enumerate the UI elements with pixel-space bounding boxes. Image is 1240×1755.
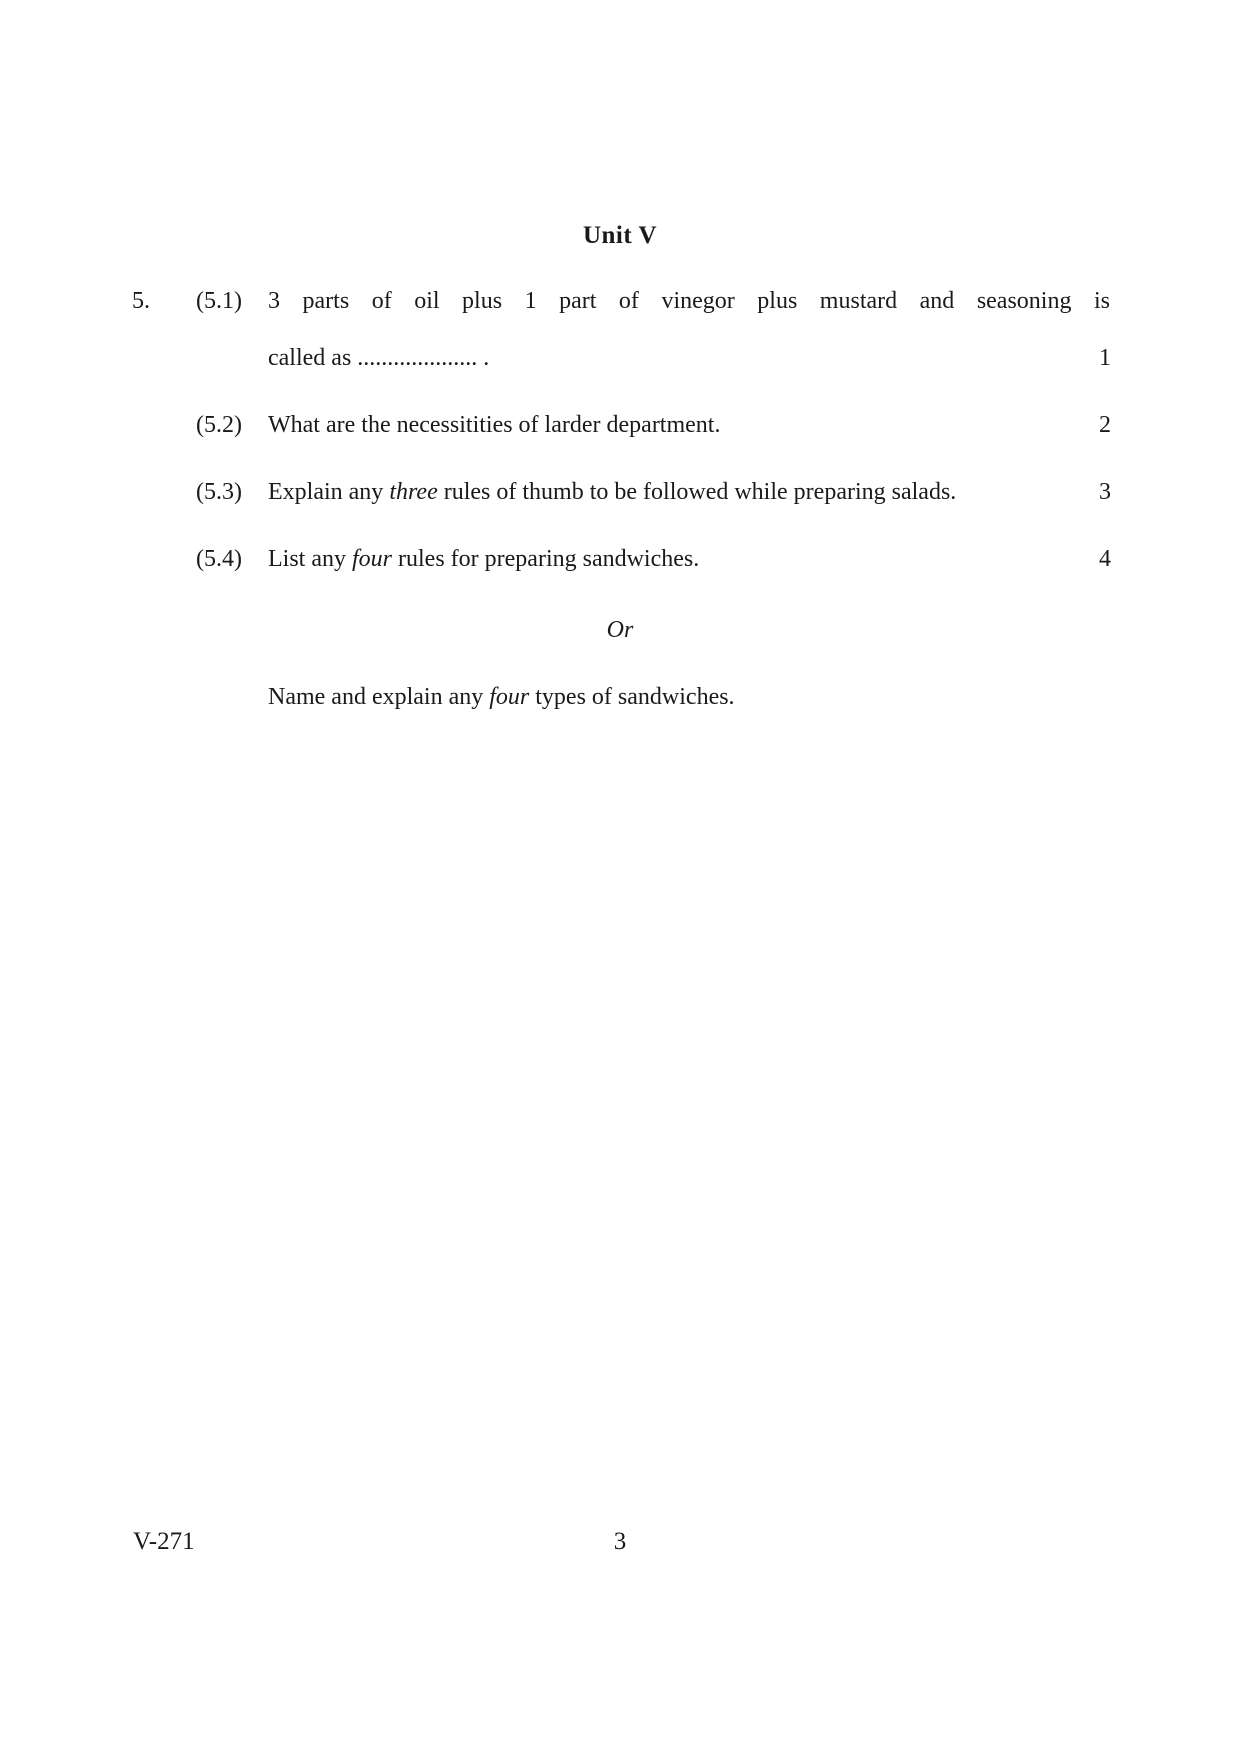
subquestion-text-5-4 [268, 546, 699, 573]
emphasis-word: four [352, 546, 393, 572]
text-segment: Name and explain any [268, 684, 490, 710]
subquestion-text-5-3 [268, 479, 956, 506]
text-segment: rules of thumb to be followed while preparing salads. [437, 479, 957, 505]
marks-5-2: 2 [1099, 412, 1111, 438]
question-number: 5. [132, 288, 150, 314]
subquestion-text-5-1-line1: 3 parts of oil plus 1 part of vinegor plus mustard and seasoning is [268, 288, 1110, 314]
unit-heading: Unit V [582, 222, 658, 249]
alternative-question-text [268, 684, 735, 711]
subquestion-label-5-3: (5.3) [196, 479, 242, 505]
or-separator: Or [606, 617, 634, 643]
subquestion-text-5-2: What are the necessitities of larder department. [268, 412, 721, 438]
marks-5-4: 4 [1099, 546, 1111, 572]
subquestion-label-5-2: (5.2) [196, 412, 242, 438]
subquestion-label-5-4: (5.4) [196, 546, 242, 572]
paper-code: V-271 [133, 1528, 195, 1555]
marks-5-3: 3 [1099, 479, 1111, 505]
page-number: 3 [613, 1528, 627, 1555]
subquestion-text-5-1-line2: called as .................... . [268, 345, 490, 371]
text-segment: rules for preparing sandwiches. [392, 546, 700, 572]
emphasis-word: three [389, 479, 438, 505]
marks-5-1: 1 [1099, 345, 1111, 371]
emphasis-word: four [489, 684, 530, 710]
text-segment: types of sandwiches. [529, 684, 735, 710]
text-segment: Explain any [268, 479, 390, 505]
subquestion-label-5-1: (5.1) [196, 288, 242, 314]
text-segment: List any [268, 546, 352, 572]
